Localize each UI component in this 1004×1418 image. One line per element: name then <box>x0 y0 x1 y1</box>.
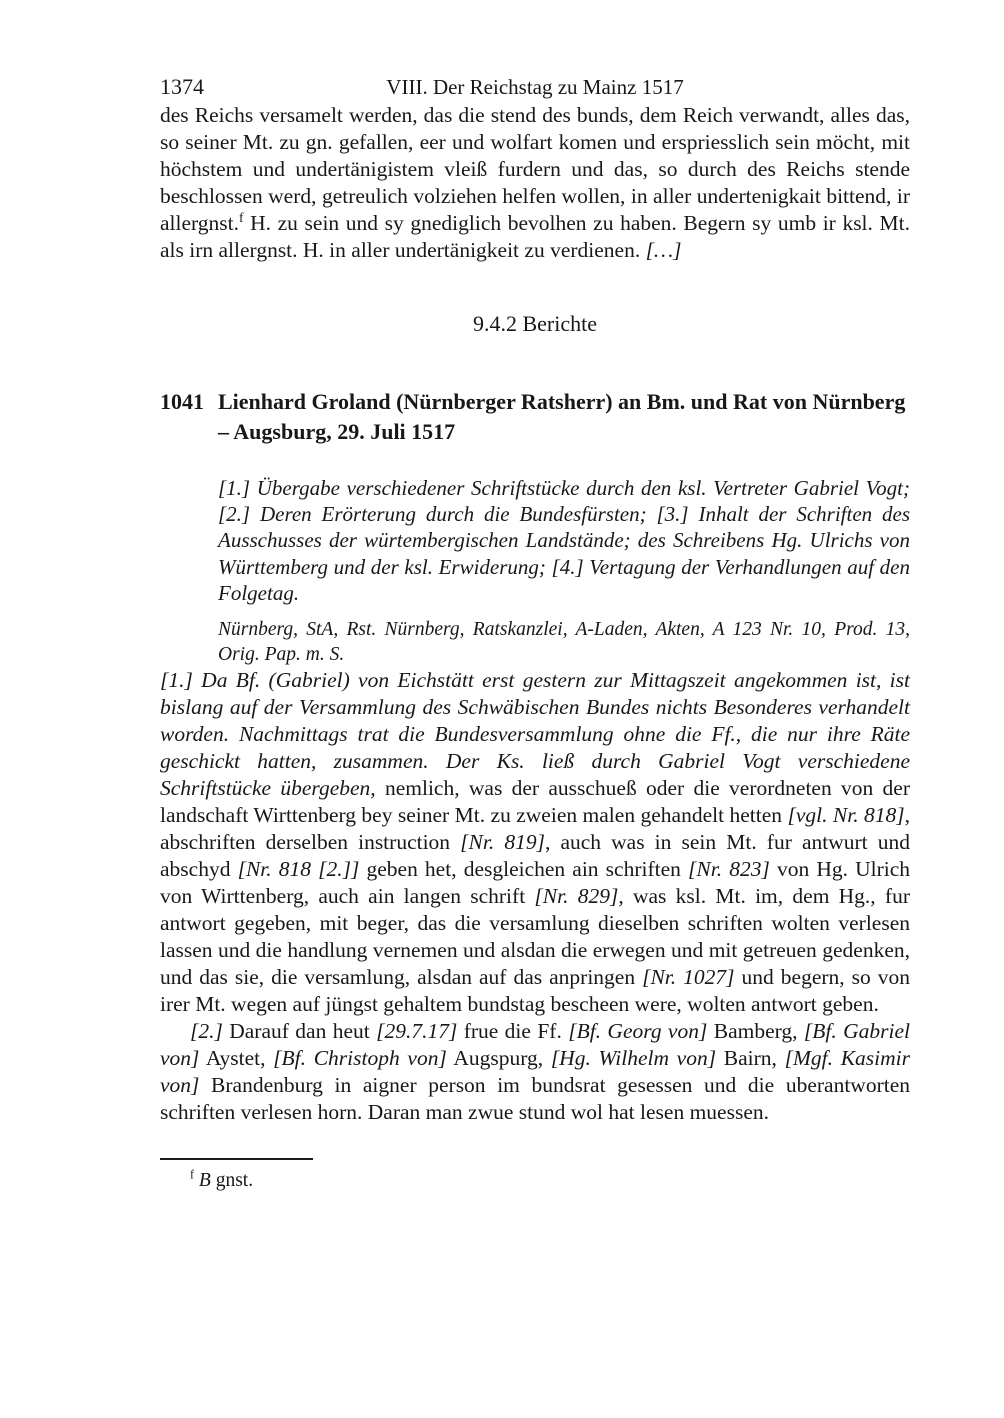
running-head <box>160 74 910 102</box>
page-number: 1374 <box>160 74 204 99</box>
entry-paragraph-1: [1.] Da Bf. (Gabriel) von Eichstätt erst gestern zur Mittagszeit angekommen ist, ist bislang auf der Versammlung des Schwäbischen Bundes nichts Besonderes verhandelt worden. Nachmittags trat die Bundesversammlung ohne die Ff., die nur ihre Räte geschickt hatten, zusammen. Der Ks. ließ durch Gabriel Vogt verschiedene Schriftstücke übergeben, nemlich, was der ausschueß oder die verordneten von der landschaft Wirttenberg bey seiner Mt. zu zweien malen gehandelt hetten [vgl. Nr. 818], abschriften derselben instruction [Nr. 819], auch was in sein Mt. fur antwurt und abschyd [Nr. 818 [2.]] geben het, desgleichen ain schriften [Nr. 823] von Hg. Ulrich von Wirttenberg, auch ain langen schrift [Nr. 829], was ksl. Mt. im, dem Hg., fur antwort gegeben, mit beger, das die versamlung dieselben schriften wolten verlesen lassen und die handlung vernemen und alsdan die erwegen und mit getreuen gedenken, und das sie, die versamlung, alsdan auf das anpringen [Nr. 1027] und begern, so von irer Mt. wegen auf jüngst gehaltem bundstag bescheen were, wolten antwort geben. <box>160 668 911 1017</box>
entry-title: Lienhard Groland (Nürnberger Ratsherr) an Bm. und Rat von Nürnberg – Augsburg, 29. Juli 1517 <box>218 389 906 444</box>
running-header-title: VIII. Der Reichstag zu Mainz 1517 <box>386 75 684 99</box>
entry-heading <box>160 387 910 447</box>
footnote-body: B gnst. <box>198 1170 254 1192</box>
entry-summary: [1.] Übergabe verschiedener Schriftstücke durch den ksl. Vertreter Gabriel Vogt; [2.] Deren Erörterung durch die Bundesfürsten; [3.] Inhalt der Schriften des Ausschusses der würtembergischen Landstände; des Schreibens Hg. Ulrichs von Württemberg und der ksl. Erwiderung; [4.] Vertagung der Verhandlungen auf den Folgetag. <box>218 476 910 605</box>
entry-source-line: Nürnberg, StA, Rst. Nürnberg, Ratskanzlei, A-Laden, Akten, A 123 Nr. 10, Prod. 13, Orig. Pap. m. S. <box>218 619 910 665</box>
continuation-paragraph: des Reichs versamelt werden, das die stend des bunds, dem Reich verwandt, alles das, so seiner Mt. zu gn. gefallen, eer und wolfart komen und erspriesslich sein möcht, mit höchstem und undertänigistem vleiß furdern und das, so durch des Reichs stende beschlossen werd, getreulich volziehen helfen wollen, in aller undertenigkait bittend, ir allergnst.$^f$ H. zu sein und sy gnediglich bevolhen zu haben. Begern sy umb ir ksl. Mt. als irn allergnst. H. in aller undertänigkeit zu verdienen. […] <box>160 103 910 262</box>
footnote-area <box>160 1158 910 1193</box>
footnote-mark: f <box>190 1167 195 1182</box>
footnote <box>190 1169 910 1193</box>
footnote-rule <box>160 1158 313 1160</box>
entry-paragraph-2: [2.] Darauf dan heut [29.7.17] frue die Ff. [Bf. Georg von] Bamberg, [Bf. Gabriel von] Aystet, [Bf. Christoph von] Augspurg, [Hg. Wilhelm von] Bairn, [Mgf. Kasimir von] Brandenburg in aigner person im bundsrat gesessen und die uberantworten schriften verlesen horn. Daran man zwue stund wol hat lesen muessen. <box>160 1019 911 1125</box>
entry-number: 1041 <box>160 389 204 414</box>
section-heading: 9.4.2 Berichte <box>472 311 598 336</box>
